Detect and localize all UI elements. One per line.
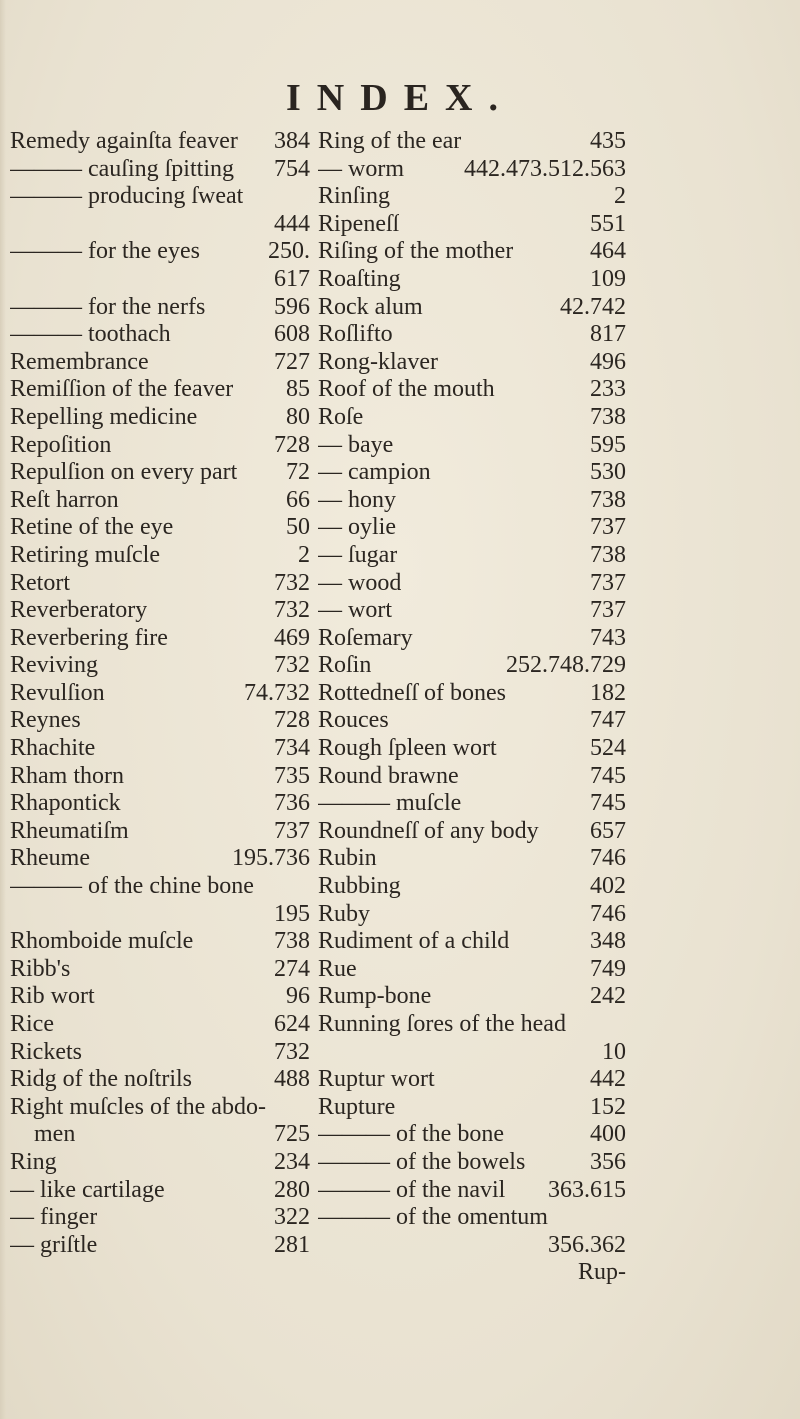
index-term: ——— toothach: [10, 321, 171, 348]
index-entry: [10, 790, 310, 818]
index-page-number: 732: [274, 597, 310, 624]
page-gutter-shadow: [0, 0, 6, 1419]
index-term: ——— of the chine bone: [10, 873, 254, 900]
index-term: — campion: [318, 459, 431, 486]
index-page-number: 234: [274, 1148, 310, 1175]
index-term: Rough ſpleen wort: [318, 735, 497, 762]
index-page-number: 738: [590, 541, 626, 568]
index-page-number: 735: [274, 762, 310, 789]
index-term: ——— for the nerfs: [10, 293, 206, 320]
index-term: — griſtle: [10, 1231, 98, 1258]
index-term: Remiſſion of the feaver: [10, 376, 234, 403]
index-page-number: 356.362: [548, 1231, 626, 1258]
index-entry: [10, 1204, 310, 1232]
index-entry: [318, 901, 626, 929]
index-page-number: 746: [590, 900, 626, 927]
index-term: Running ſores of the head: [318, 1011, 566, 1037]
index-page-number: 737: [274, 817, 310, 844]
index-entry: [10, 901, 310, 929]
index-page-number: 738: [590, 403, 626, 430]
index-page-number: 242: [590, 983, 626, 1010]
index-page-number: 464: [590, 238, 626, 265]
index-term: — baye: [318, 431, 394, 458]
index-page-number: 233: [590, 376, 626, 403]
index-entry: [10, 156, 310, 184]
index-term: — hony: [318, 486, 396, 513]
index-term: Round brawne: [318, 762, 459, 789]
index-term: Roof of the mouth: [318, 376, 495, 403]
index-entry: [318, 1259, 626, 1287]
index-term: Ruby: [318, 900, 371, 927]
index-term: Ripeneſſ: [318, 210, 400, 237]
index-entry: [10, 1177, 310, 1205]
index-page-number: 274: [274, 955, 310, 982]
index-entry: [10, 956, 310, 984]
index-page-number: 530: [590, 459, 626, 486]
index-entry: [10, 1149, 310, 1177]
index-term: ——— of the navil: [318, 1176, 506, 1203]
index-entry: [318, 459, 626, 487]
index-entry: [318, 1232, 626, 1260]
index-entry: [318, 349, 626, 377]
index-entry: [318, 790, 626, 818]
index-entry: [10, 404, 310, 432]
index-entry: [10, 763, 310, 791]
index-page-number: 737: [590, 569, 626, 596]
index-page-number: 384: [274, 128, 310, 154]
index-term: Ruptur wort: [318, 1066, 435, 1093]
index-entry: [318, 266, 626, 294]
index-entry: [318, 376, 626, 404]
index-page-number: 152: [590, 1093, 626, 1120]
index-page-number: 72: [286, 459, 310, 486]
index-entry: [318, 432, 626, 460]
index-entry: [318, 983, 626, 1011]
index-entry: [10, 542, 310, 570]
index-term: Ring: [10, 1148, 57, 1175]
index-term: Rock alum: [318, 293, 423, 320]
index-term: Right muſcles of the abdo-: [10, 1093, 266, 1120]
index-page-number: 817: [590, 321, 626, 348]
index-term: Rhomboide muſcle: [10, 928, 194, 955]
index-entry: [318, 625, 626, 653]
index-page-number: 182: [590, 679, 626, 706]
index-term: Repulſion on every part: [10, 459, 238, 486]
index-term: ——— producing ſweat: [10, 183, 244, 210]
index-term: Roundneſſ of any body: [318, 817, 539, 844]
index-entry: [318, 873, 626, 901]
index-term: Rump-bone: [318, 983, 432, 1010]
index-page-number: 442: [590, 1066, 626, 1093]
index-term: — ſugar: [318, 541, 398, 568]
index-page-number: 737: [590, 597, 626, 624]
index-entry: [318, 597, 626, 625]
index-page-number: 2: [614, 183, 626, 210]
index-term: Rhapontick: [10, 790, 121, 817]
index-page-number: 281: [274, 1231, 310, 1258]
index-term: Remedy againſta feaver: [10, 128, 238, 154]
index-page-number: 10: [602, 1038, 626, 1065]
index-page-number: 74.732: [244, 679, 310, 706]
index-entry: [318, 1121, 626, 1149]
index-term: Repelling medicine: [10, 403, 198, 430]
index-entry: [318, 1011, 626, 1039]
index-entry: [10, 514, 310, 542]
index-page-number: 524: [590, 735, 626, 762]
index-entry: [318, 928, 626, 956]
index-entry: [10, 845, 310, 873]
index-entry: [10, 349, 310, 377]
index-term: Reverbering fire: [10, 624, 168, 651]
index-entry: [10, 707, 310, 735]
index-entry: [318, 1177, 626, 1205]
index-term: Remembrance: [10, 348, 149, 375]
index-term: Ribb's: [10, 955, 71, 982]
index-term: Rham thorn: [10, 762, 124, 789]
index-entry: [10, 487, 310, 515]
index-term: Rong-klaver: [318, 348, 438, 375]
index-entry: [10, 321, 310, 349]
index-entry: [10, 928, 310, 956]
index-entry: [10, 376, 310, 404]
index-entry: [318, 128, 626, 156]
index-page-number: 80: [286, 403, 310, 430]
index-term: Rubbing: [318, 873, 401, 900]
index-term: Rottedneſſ of bones: [318, 679, 506, 706]
index-page-number: 657: [590, 817, 626, 844]
index-term: Rouces: [318, 707, 389, 734]
index-term: — oylie: [318, 514, 396, 541]
index-term: Riſing of the mother: [318, 238, 514, 265]
index-entry: [10, 1121, 310, 1149]
page-header: INDEX.: [286, 77, 514, 119]
index-entry: [318, 487, 626, 515]
index-term: ——— cauſing ſpitting: [10, 155, 234, 182]
index-page-number: 85: [286, 376, 310, 403]
index-term: Retine of the eye: [10, 514, 174, 541]
index-page-number: 595: [590, 431, 626, 458]
index-entry: [10, 1039, 310, 1067]
index-entry: [318, 404, 626, 432]
index-page-number: 732: [274, 1038, 310, 1065]
index-page-number: 746: [590, 845, 626, 872]
index-term: Reſt harron: [10, 486, 119, 513]
index-entry: [318, 211, 626, 239]
index-page-number: 444: [274, 210, 310, 237]
index-entry: [318, 321, 626, 349]
index-term: Retiring muſcle: [10, 541, 160, 568]
index-entry: [10, 266, 310, 294]
index-term: ——— of the omentum: [318, 1204, 548, 1231]
index-page-number: 745: [590, 790, 626, 817]
index-term: ——— of the bone: [318, 1121, 504, 1148]
index-term: Rupture: [318, 1093, 396, 1120]
index-term: Roaſting: [318, 265, 401, 292]
index-entry: [10, 735, 310, 763]
index-term: Roſe: [318, 403, 364, 430]
index-column-right: [318, 128, 626, 1287]
index-term: Rice: [10, 1011, 54, 1037]
index-page-number: 754: [274, 155, 310, 182]
index-entry: [10, 1066, 310, 1094]
index-page-number: 442.473.512.563: [464, 155, 626, 182]
index-page-number: 195.736: [232, 845, 310, 872]
index-entry: [318, 680, 626, 708]
index-page-number: 608: [274, 321, 310, 348]
index-entry: [318, 956, 626, 984]
index-page-number: 738: [274, 928, 310, 955]
index-page-number: 596: [274, 293, 310, 320]
index-page-number: 488: [274, 1066, 310, 1093]
index-entry: [10, 294, 310, 322]
index-term: Roſin: [318, 652, 372, 679]
index-page-number: 96: [286, 983, 310, 1010]
index-entry: [10, 238, 310, 266]
index-page-number: 743: [590, 624, 626, 651]
index-entry: [10, 873, 310, 901]
index-term: Roſemary: [318, 624, 413, 651]
index-entry: [318, 1066, 626, 1094]
index-entry: [318, 707, 626, 735]
index-page-number: 745: [590, 762, 626, 789]
index-term: Rheume: [10, 845, 90, 872]
index-page-number: 2: [298, 541, 310, 568]
index-entry: [10, 818, 310, 846]
index-page-number: 322: [274, 1204, 310, 1231]
index-entry: [10, 432, 310, 460]
index-entry: [318, 156, 626, 184]
index-entry: [318, 763, 626, 791]
index-page-number: 728: [274, 431, 310, 458]
index-page-number: 469: [274, 624, 310, 651]
index-term: Ring of the ear: [318, 128, 462, 154]
index-page-number: 734: [274, 735, 310, 762]
index-page-number: 749: [590, 955, 626, 982]
index-entry: [318, 514, 626, 542]
index-term: — finger: [10, 1204, 98, 1231]
index-page-number: 50: [286, 514, 310, 541]
index-page-number: 109: [590, 265, 626, 292]
index-page-number: 42.742: [560, 293, 626, 320]
index-term: Rue: [318, 955, 357, 982]
index-term: ——— muſcle: [318, 790, 462, 817]
index-term: Rinſing: [318, 183, 391, 210]
index-page-number: 400: [590, 1121, 626, 1148]
index-page-number: 363.615: [548, 1176, 626, 1203]
index-page-number: 732: [274, 652, 310, 679]
index-entry: [10, 459, 310, 487]
index-term: men: [34, 1121, 76, 1148]
index-entry: [318, 818, 626, 846]
index-entry: [10, 597, 310, 625]
index-page-number: 736: [274, 790, 310, 817]
index-entry: [10, 570, 310, 598]
index-term: Rubin: [318, 845, 377, 872]
index-entry: [318, 238, 626, 266]
index-term: — worm: [318, 155, 404, 182]
index-term: Rudiment of a child: [318, 928, 510, 955]
index-term: Reynes: [10, 707, 81, 734]
index-page-number: 402: [590, 873, 626, 900]
index-page-number: 195: [274, 900, 310, 927]
index-page-number: 356: [590, 1148, 626, 1175]
index-entry: [10, 625, 310, 653]
index-page-number: 624: [274, 1011, 310, 1037]
index-page-number: 252.748.729: [506, 652, 626, 679]
index-page-number: 732: [274, 569, 310, 596]
index-term: ——— for the eyes: [10, 238, 200, 265]
index-column-left: [10, 128, 310, 1259]
index-entry: [10, 211, 310, 239]
index-term: ——— of the bowels: [318, 1148, 526, 1175]
index-entry: [10, 128, 310, 156]
index-term: Rheumatiſm: [10, 817, 129, 844]
index-page-number: 435: [590, 128, 626, 154]
index-entry: [318, 735, 626, 763]
index-term: Revulſion: [10, 679, 105, 706]
index-entry: [10, 1011, 310, 1039]
index-page-number: 250.: [268, 238, 310, 265]
index-page-number: 747: [590, 707, 626, 734]
index-page-number: 738: [590, 486, 626, 513]
index-term: Rib wort: [10, 983, 95, 1010]
index-term: — wort: [318, 597, 392, 624]
index-entry: [318, 1094, 626, 1122]
index-term: Rickets: [10, 1038, 82, 1065]
index-term: Reviving: [10, 652, 98, 679]
index-page-number: 280: [274, 1176, 310, 1203]
index-page-number: 725: [274, 1121, 310, 1148]
index-term: Rhachite: [10, 735, 96, 762]
index-entry: [318, 570, 626, 598]
index-entry: [318, 1039, 626, 1067]
index-term: Retort: [10, 569, 70, 596]
index-entry: [10, 652, 310, 680]
index-entry: [318, 1149, 626, 1177]
index-entry: [318, 652, 626, 680]
index-entry: [10, 183, 310, 211]
index-entry: [318, 1204, 626, 1232]
index-term: — wood: [318, 569, 402, 596]
index-term: Ridg of the noſtrils: [10, 1066, 192, 1093]
index-entry: [318, 294, 626, 322]
index-page-number: 348: [590, 928, 626, 955]
index-page-number: 617: [274, 265, 310, 292]
index-page-number: 727: [274, 348, 310, 375]
index-entry: [318, 542, 626, 570]
index-term: — like cartilage: [10, 1176, 165, 1203]
index-term: Repoſition: [10, 431, 112, 458]
index-page-number: 728: [274, 707, 310, 734]
index-entry: [10, 680, 310, 708]
index-page-number: 737: [590, 514, 626, 541]
index-page-number: 496: [590, 348, 626, 375]
index-entry: [10, 983, 310, 1011]
index-entry: [10, 1232, 310, 1260]
index-entry: [318, 845, 626, 873]
index-page-number: Rup-: [578, 1259, 626, 1286]
index-page-number: 66: [286, 486, 310, 513]
index-entry: [318, 183, 626, 211]
index-entry: [10, 1094, 310, 1122]
index-page-number: 551: [590, 210, 626, 237]
index-term: Roſlifto: [318, 321, 393, 348]
index-term: Reverberatory: [10, 597, 148, 624]
